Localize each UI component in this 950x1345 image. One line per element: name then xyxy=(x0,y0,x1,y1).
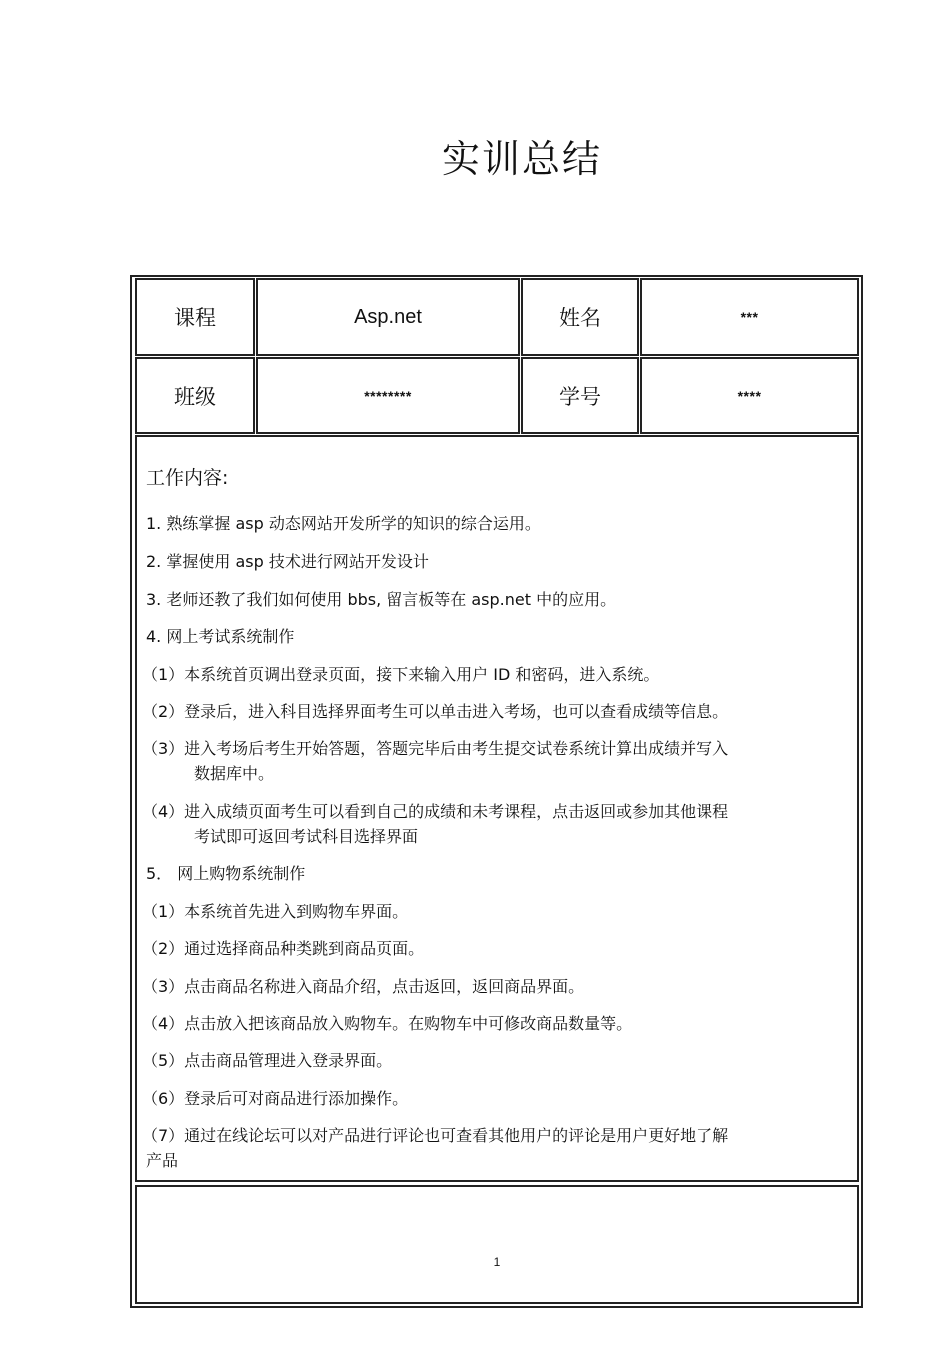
content-line: 数据库中。 xyxy=(194,764,275,783)
content-line: （3）进入考场后考生开始答题，答题完毕后由考生提交试卷系统计算出成绩并写入 xyxy=(142,739,729,758)
class-label: 班级 xyxy=(135,357,255,434)
content-line: 4. 网上考试系统制作 xyxy=(146,627,295,646)
content-line: （2）通过选择商品种类跳到商品页面。 xyxy=(142,939,425,958)
content-line: （1）本系统首页调出登录页面，接下来输入用户 ID 和密码，进入系统。 xyxy=(142,665,660,684)
content-line: 1. 熟练掌握 asp 动态网站开发所学的知识的综合运用。 xyxy=(146,514,541,533)
content-line: 2. 掌握使用 asp 技术进行网站开发设计 xyxy=(146,552,429,571)
content-line: （5）点击商品管理进入登录界面。 xyxy=(142,1051,393,1070)
content-line: 考试即可返回考试科目选择界面 xyxy=(194,827,419,846)
class-value: ******** xyxy=(256,357,520,434)
content-line: （3）点击商品名称进入商品介绍，点击返回，返回商品界面。 xyxy=(142,977,585,996)
content-line: （2）登录后，进入科目选择界面考生可以单击进入考场，也可以查看成绩等信息。 xyxy=(142,702,729,721)
work-content-section xyxy=(135,435,859,1182)
content-line: 产品 xyxy=(146,1151,179,1170)
bottom-empty-cell xyxy=(135,1185,859,1304)
course-value: Asp.net xyxy=(256,278,520,356)
content-line: （7）通过在线论坛可以对产品进行评论也可查看其他用户的评论是用户更好地了解 xyxy=(142,1126,729,1145)
content-line: 5． 网上购物系统制作 xyxy=(146,864,306,883)
content-line: （4）进入成绩页面考生可以看到自己的成绩和未考课程，点击返回或参加其他课程 xyxy=(142,802,729,821)
course-label: 课程 xyxy=(135,278,255,356)
page-title: 实训总结 xyxy=(441,137,602,181)
page-number: 1 xyxy=(493,1255,501,1269)
content-line: （1）本系统首先进入到购物车界面。 xyxy=(142,902,409,921)
name-value: *** xyxy=(640,278,859,356)
content-line: 3. 老师还教了我们如何使用 bbs, 留言板等在 asp.net 中的应用。 xyxy=(146,590,617,609)
student-id-label: 学号 xyxy=(521,357,639,434)
content-line: （4）点击放入把该商品放入购物车。在购物车中可修改商品数量等。 xyxy=(142,1014,633,1033)
name-label: 姓名 xyxy=(521,278,639,356)
content-line: （6）登录后可对商品进行添加操作。 xyxy=(142,1089,409,1108)
student-id-value: **** xyxy=(640,357,859,434)
work-content-heading: 工作内容: xyxy=(146,467,229,489)
